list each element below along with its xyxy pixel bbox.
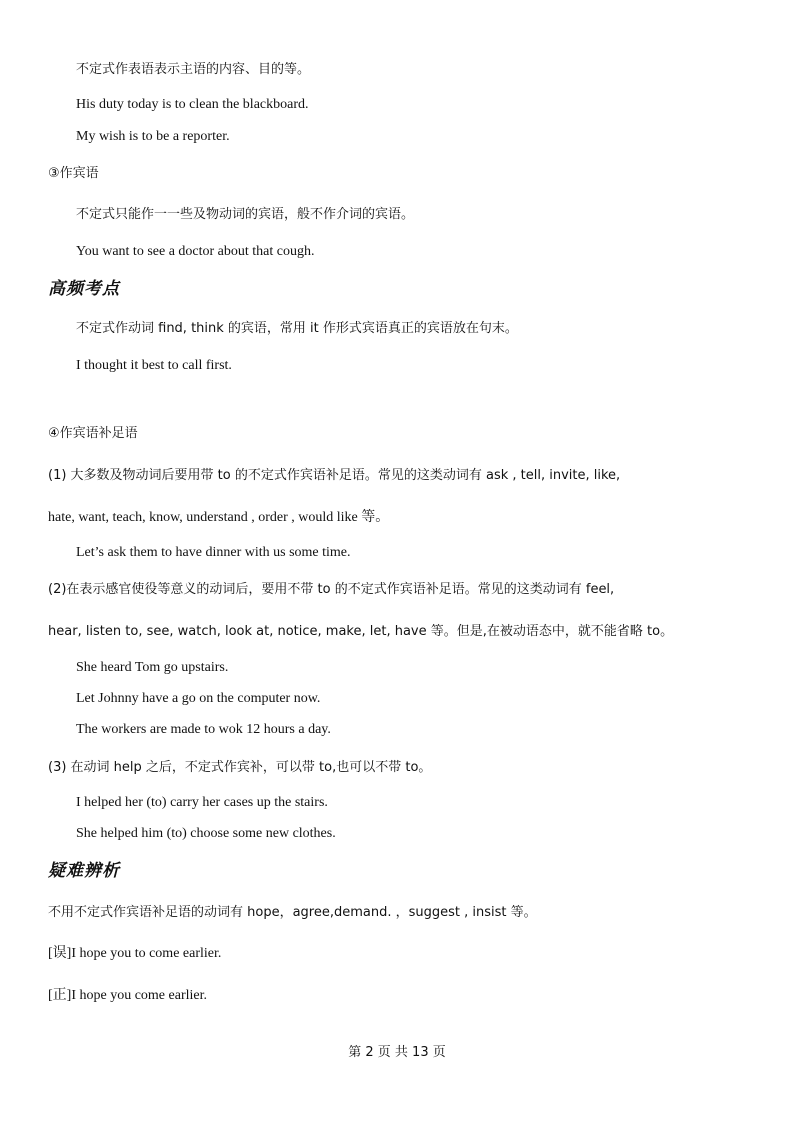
example-wrong: [误]I hope you to come earlier.: [48, 946, 222, 961]
example-sentence: You want to see a doctor about that cough.: [76, 244, 315, 259]
paragraph-predicative-intro: 不定式作表语表示主语的内容、目的等。: [76, 62, 311, 77]
rule-3: (3) 在动词 help 之后，不定式作宾补，可以带 to,也可以不带 to。: [48, 760, 432, 775]
rule-2-line-2: hear, listen to, see, watch, look at, notice, make, let, have 等。但是,在被动语态中，就不能省略 to。: [48, 624, 674, 639]
section-heading-object-complement: ④作宾语补足语: [48, 426, 138, 441]
rule-1-line-1: (1) 大多数及物动词后要用带 to 的不定式作宾语补足语。常见的这类动词有 ask , tell, invite, like,: [48, 468, 621, 483]
example-sentence: I helped her (to) carry her cases up the stairs.: [76, 795, 328, 810]
rule-1-line-2: hate, want, teach, know, understand , order , would like 等。: [48, 510, 390, 525]
paragraph-no-complement-verbs: 不用不定式作宾语补足语的动词有 hope，agree,demand. ，suggest , insist 等。: [48, 905, 537, 920]
paragraph-object-rule: 不定式只能作一一些及物动词的宾语，般不作介词的宾语。: [76, 207, 415, 222]
example-sentence: Let’s ask them to have dinner with us some time.: [76, 545, 351, 560]
example-sentence: I thought it best to call first.: [76, 358, 232, 373]
example-sentence: My wish is to be a reporter.: [76, 129, 230, 144]
example-correct: [正]I hope you come earlier.: [48, 988, 207, 1003]
paragraph-formal-object: 不定式作动词 find, think 的宾语，常用 it 作形式宾语真正的宾语放在句末。: [76, 321, 518, 336]
rule-2-line-1: (2)在表示感官使役等意义的动词后，要用不带 to 的不定式作宾语补足语。常见的这类动词有 feel,: [48, 582, 615, 597]
heading-frequent-points: 高频考点: [48, 279, 120, 299]
heading-difficult-analysis: 疑难辨析: [48, 861, 120, 881]
example-sentence: Let Johnny have a go on the computer now.: [76, 691, 321, 706]
page-footer: 第 2 页 共 13 页: [348, 1045, 446, 1060]
section-heading-object: ③作宾语: [48, 166, 99, 181]
example-sentence: The workers are made to wok 12 hours a day.: [76, 722, 331, 737]
example-sentence: His duty today is to clean the blackboard.: [76, 97, 309, 112]
example-sentence: She helped him (to) choose some new clothes.: [76, 826, 336, 841]
example-sentence: She heard Tom go upstairs.: [76, 660, 229, 675]
